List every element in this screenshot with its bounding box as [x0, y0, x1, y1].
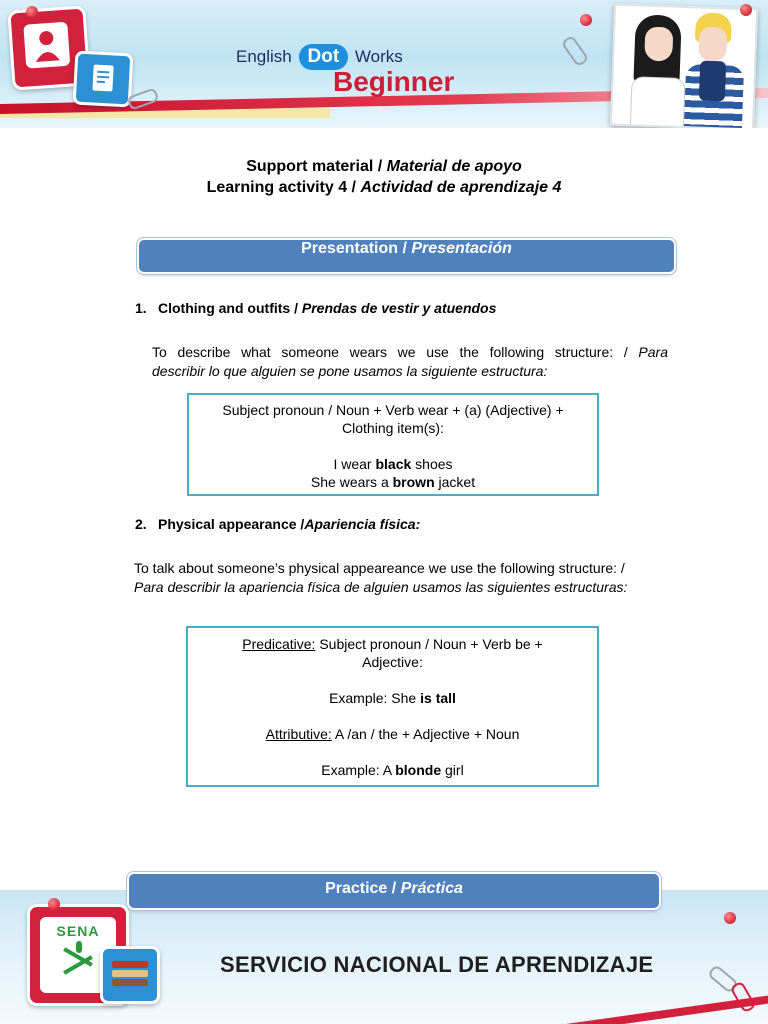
section-2-intro: To talk about someone’s physical appeareance we use the following structure: / Para describir la apariencia física de alguien usamos las siguientes estructuras:	[134, 560, 628, 595]
section-1-intro: To describe what someone wears we use the following structure: / Para describir lo que alguien se pone usamos la siguiente estructura:	[152, 344, 668, 379]
title-line-2: Learning activity 4 / Actividad de aprendizaje 4	[206, 179, 562, 196]
attributive-example: Example: A blonde girl	[321, 762, 464, 778]
paperclip-icon	[561, 35, 590, 68]
attributive-structure: Attributive: A /an / the + Adjective + Noun	[265, 726, 520, 742]
pushpin-icon	[740, 4, 752, 16]
predicative-example: Example: She is tall	[329, 690, 456, 706]
books-icon	[100, 946, 160, 1004]
clothing-structure-box	[187, 393, 599, 496]
document-icon	[73, 51, 134, 108]
footer-banner	[0, 890, 768, 1024]
title-line-1: Support material / Material de apoyo	[246, 158, 522, 175]
students-illustration	[610, 4, 758, 128]
header-banner	[0, 0, 768, 128]
presentation-section-bar: Presentation / Presentación	[139, 240, 674, 272]
pushpin-icon	[48, 898, 60, 910]
pushpin-icon	[26, 6, 38, 18]
section-1-heading: 1. Clothing and outfits / Prendas de vestir y atuendos	[135, 300, 497, 316]
clothing-example-2: She wears a brown jacket	[310, 474, 476, 490]
level-label: Beginner	[333, 66, 455, 97]
clothing-example-1: I wear black shoes	[333, 456, 453, 472]
section-2-heading: 2. Physical appearance /Apariencia física:	[135, 516, 421, 532]
appearance-structure-box	[186, 626, 599, 787]
pushpin-icon	[724, 912, 736, 924]
clothing-structure-text: Subject pronoun / Noun + Verb wear + (a) (Adjective) + Clothing item(s):	[222, 402, 564, 436]
predicative-structure: Predicative: Subject pronoun / Noun + Verb be + Adjective:	[242, 636, 543, 670]
sena-logo-text: SENA	[56, 923, 100, 939]
institution-name: SERVICIO NACIONAL DE APRENDIZAJE	[220, 952, 654, 977]
pushpin-icon	[580, 14, 592, 26]
document-title	[0, 156, 768, 198]
practice-section-bar: Practice / Práctica	[129, 874, 659, 908]
brand-logo: English Dot Works	[236, 44, 403, 70]
